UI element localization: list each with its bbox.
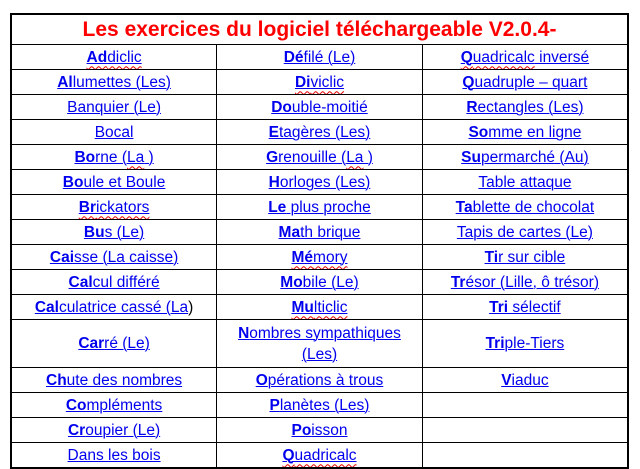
link-segment: Tapis de cartes (Le) (456, 223, 593, 241)
table-cell (217, 270, 423, 295)
link-segment: th brique (300, 223, 361, 241)
link-segment: inversé (534, 48, 590, 66)
exercise-link[interactable] (69, 274, 160, 291)
link-segment: Tri (485, 335, 505, 352)
link-segment (96, 199, 149, 216)
link-segment: ple-Tiers (504, 335, 565, 352)
link-segment (79, 199, 96, 216)
table-cell (217, 45, 423, 70)
link-segment (346, 149, 363, 166)
exercise-link[interactable] (87, 49, 142, 66)
title-row (11, 14, 628, 45)
table-row (11, 170, 628, 195)
table-cell (422, 220, 628, 245)
table-cell (422, 320, 628, 368)
link-segment: Su (461, 148, 481, 166)
exercise-link[interactable] (57, 74, 171, 91)
exercise-link[interactable] (268, 199, 371, 216)
empty-cell (422, 418, 628, 443)
link-segment: Cal (34, 298, 59, 316)
link-segment: sse (La caisse) (74, 248, 179, 266)
link-segment: Po (291, 421, 312, 439)
link-segment: ésor (Lille, ô trésor) (465, 273, 599, 291)
table-row (11, 320, 628, 368)
link-segment: O (255, 371, 268, 389)
exercise-link[interactable] (266, 149, 373, 166)
link-segment: Tri (489, 298, 509, 316)
table-cell (422, 120, 628, 145)
link-segment: Mo (280, 273, 303, 291)
table-cell (217, 295, 423, 320)
link-segment: ute des nombres (66, 371, 183, 389)
misspell-squiggle: ickators (95, 198, 150, 216)
table-cell (422, 368, 628, 393)
table-cell (217, 393, 423, 418)
table-cell (217, 70, 423, 95)
link-segment: Bo (74, 148, 96, 166)
exercise-link[interactable] (84, 224, 144, 241)
link-segment: Do (271, 98, 292, 116)
link-segment: mpléments (86, 396, 163, 414)
exercise-link[interactable] (291, 299, 347, 316)
exercise-link[interactable] (63, 174, 166, 191)
link-segment: Cal (68, 273, 93, 291)
misspell-squiggle: Ad (86, 48, 108, 66)
exercise-link[interactable] (238, 325, 401, 363)
link-segment: Dé (283, 48, 304, 66)
link-segment: So (468, 123, 489, 141)
exercise-link[interactable] (66, 397, 162, 414)
link-segment (87, 49, 108, 66)
link-segment: Ch (46, 371, 67, 389)
link-segment: uadruple – quart (474, 73, 588, 91)
table-row (11, 443, 628, 469)
table-row (11, 220, 628, 245)
link-segment: culatrice cassé (La (58, 298, 189, 316)
link-segment: plus proche (286, 198, 371, 216)
table-row (11, 120, 628, 145)
table-cell (11, 220, 217, 245)
misspell-squiggle: Q (460, 48, 473, 66)
misspell-squiggle: uadricalc (294, 446, 357, 464)
exercise-link[interactable] (291, 422, 347, 439)
link-segment: ule et Boule (83, 173, 166, 191)
link-segment: renouille ( (278, 148, 347, 166)
link-segment: oupier (Le) (85, 421, 161, 439)
exercise-link[interactable] (95, 124, 134, 141)
link-segment (313, 249, 347, 266)
link-segment: Ti (484, 248, 499, 266)
link-segment: mme en ligne (488, 123, 582, 141)
table-row (11, 368, 628, 393)
table-cell (422, 245, 628, 270)
table-cell (217, 120, 423, 145)
table-cell (11, 145, 217, 170)
table-cell (217, 95, 423, 120)
table-row (11, 70, 628, 95)
misspell-squiggle: Di (294, 73, 311, 91)
exercise-link[interactable] (501, 372, 548, 389)
table-cell (422, 145, 628, 170)
link-segment (310, 74, 344, 91)
link-segment: H (268, 173, 280, 191)
link-segment: Cai (49, 248, 75, 266)
table-row (11, 418, 628, 443)
exercise-link[interactable] (256, 372, 384, 389)
table-cell (11, 70, 217, 95)
link-segment: V (501, 371, 512, 389)
exercise-link[interactable] (78, 335, 150, 352)
link-segment: E (268, 123, 279, 141)
link-segment (282, 447, 294, 464)
exercise-link[interactable] (478, 174, 571, 191)
exercise-link[interactable] (79, 199, 150, 216)
exercise-link[interactable] (461, 49, 589, 66)
table-cell (422, 45, 628, 70)
link-segment: Tr (450, 273, 466, 291)
table-cell (11, 45, 217, 70)
exercise-link[interactable] (68, 422, 160, 439)
exercise-link[interactable] (461, 149, 589, 166)
table-cell (422, 270, 628, 295)
exercise-link[interactable] (457, 224, 593, 241)
table-cell (217, 220, 423, 245)
table-cell (217, 245, 423, 270)
link-segment (291, 299, 313, 316)
link-segment: G (266, 148, 279, 166)
exercise-link[interactable] (50, 249, 178, 266)
link-segment: bile (Le) (302, 273, 359, 291)
link-segment: s (Le) (104, 223, 145, 241)
exercise-link[interactable] (451, 274, 599, 291)
link-segment (473, 49, 535, 66)
link-segment (295, 74, 311, 91)
table-cell (11, 295, 217, 320)
link-segment: pérations à trous (267, 371, 384, 389)
table-cell (422, 95, 628, 120)
table-cell (11, 170, 217, 195)
link-segment: Co (65, 396, 87, 414)
exercise-link[interactable] (269, 174, 371, 191)
link-segment: ombres sympathiques (Les) (249, 324, 401, 363)
table-cell (11, 120, 217, 145)
link-segment: P (269, 396, 280, 414)
misspell-squiggle: viclic (310, 73, 345, 91)
link-segment: Q (462, 73, 475, 91)
link-segment: Bocal (94, 123, 134, 141)
table-cell (217, 170, 423, 195)
link-segment (291, 249, 313, 266)
link-segment: filé (Le) (303, 48, 356, 66)
misspell-squiggle: La (346, 148, 364, 166)
link-segment (127, 149, 144, 166)
exercise-link[interactable] (456, 199, 594, 216)
link-segment: Table attaque (478, 173, 572, 191)
exercise-link[interactable] (74, 149, 153, 166)
table-cell (217, 145, 423, 170)
link-segment: ectangles (Les) (477, 98, 584, 116)
exercise-link[interactable] (46, 372, 182, 389)
link-segment: Dans les bois (67, 446, 161, 464)
exercise-link[interactable] (466, 99, 583, 116)
table-row (11, 245, 628, 270)
table-cell (422, 70, 628, 95)
table-cell (11, 393, 217, 418)
table-row (11, 393, 628, 418)
link-segment: ) (144, 148, 154, 166)
exercise-link[interactable] (485, 249, 566, 266)
table-cell (11, 443, 217, 469)
empty-cell (422, 443, 628, 469)
table-cell (11, 320, 217, 368)
table-cell (11, 270, 217, 295)
table-cell (11, 95, 217, 120)
link-segment: Ma (278, 223, 301, 241)
link-segment: blette de chocolat (472, 198, 595, 216)
link-segment: orloges (Les) (279, 173, 371, 191)
misspell-squiggle: Mu (291, 298, 314, 316)
table-cell (217, 443, 423, 469)
exercise-link[interactable] (295, 74, 344, 91)
link-segment: Ta (455, 198, 473, 216)
page-title: Les exercices du logiciel téléchargeable V2.0.4- (11, 14, 628, 45)
table-row (11, 295, 628, 320)
link-segment: Car (78, 335, 105, 352)
exercise-link[interactable] (486, 335, 565, 352)
exercise-link[interactable] (291, 249, 347, 266)
link-segment: ré (Le) (104, 335, 150, 352)
link-segment: rne ( (95, 148, 127, 166)
link-segment: N (238, 324, 250, 342)
misspell-squiggle: Br (78, 198, 96, 216)
exercise-link[interactable] (269, 124, 371, 141)
misspell-squiggle: uadricalc (472, 48, 535, 66)
link-segment: lumettes (Les) (72, 73, 171, 91)
exercise-link[interactable] (284, 49, 356, 66)
link-segment: Bo (62, 173, 84, 191)
empty-cell (422, 393, 628, 418)
table-cell (11, 418, 217, 443)
exercise-link[interactable] (282, 447, 356, 464)
misspell-squiggle: mory (313, 248, 348, 266)
exercise-link[interactable] (35, 299, 194, 316)
link-segment: ) (363, 148, 373, 166)
link-segment: isson (311, 421, 348, 439)
table-cell (422, 195, 628, 220)
exercise-link[interactable] (468, 124, 581, 141)
link-segment: cul différé (92, 273, 160, 291)
link-segment (461, 49, 473, 66)
link-segment (314, 299, 348, 316)
link-segment: permarché (Au) (480, 148, 589, 166)
link-segment: sélectif (508, 298, 561, 316)
link-segment: lanètes (Les) (279, 396, 370, 414)
table-cell (11, 368, 217, 393)
table-cell (422, 295, 628, 320)
link-segment: R (466, 98, 478, 116)
link-segment: uble-moitié (291, 98, 368, 116)
table-row (11, 145, 628, 170)
link-segment (295, 447, 357, 464)
plain-text: ) (188, 298, 194, 316)
exercise-link[interactable] (462, 74, 587, 91)
table-cell (11, 245, 217, 270)
exercise-link[interactable] (279, 224, 361, 241)
link-segment: tagères (Les) (278, 123, 371, 141)
exercise-link[interactable] (271, 99, 367, 116)
link-segment: Cr (67, 421, 86, 439)
misspell-squiggle: lticlic (313, 298, 348, 316)
table-cell (217, 195, 423, 220)
link-segment: r sur cible (498, 248, 566, 266)
table-row (11, 270, 628, 295)
misspell-squiggle: Mé (291, 248, 314, 266)
table-body (11, 45, 628, 469)
exercise-link[interactable] (489, 299, 561, 316)
table-row (11, 45, 628, 70)
table-cell (11, 195, 217, 220)
misspell-squiggle: Q (282, 446, 295, 464)
link-segment: Al (57, 73, 73, 91)
link-segment: Banquier (Le) (67, 98, 162, 116)
link-segment: iaduc (511, 371, 549, 389)
exercise-link[interactable] (280, 274, 358, 291)
exercises-table (10, 13, 629, 469)
exercise-link[interactable] (67, 99, 161, 116)
table-row (11, 95, 628, 120)
table-cell (422, 170, 628, 195)
exercise-link[interactable] (68, 447, 161, 464)
link-segment: Bu (83, 223, 105, 241)
table-row (11, 195, 628, 220)
exercise-link[interactable] (270, 397, 370, 414)
link-segment (107, 49, 141, 66)
table-cell (217, 418, 423, 443)
misspell-squiggle: diclic (107, 48, 142, 66)
misspell-squiggle: La (126, 148, 145, 166)
table-cell (217, 368, 423, 393)
table-cell (217, 320, 423, 368)
link-segment: Le (268, 198, 287, 216)
